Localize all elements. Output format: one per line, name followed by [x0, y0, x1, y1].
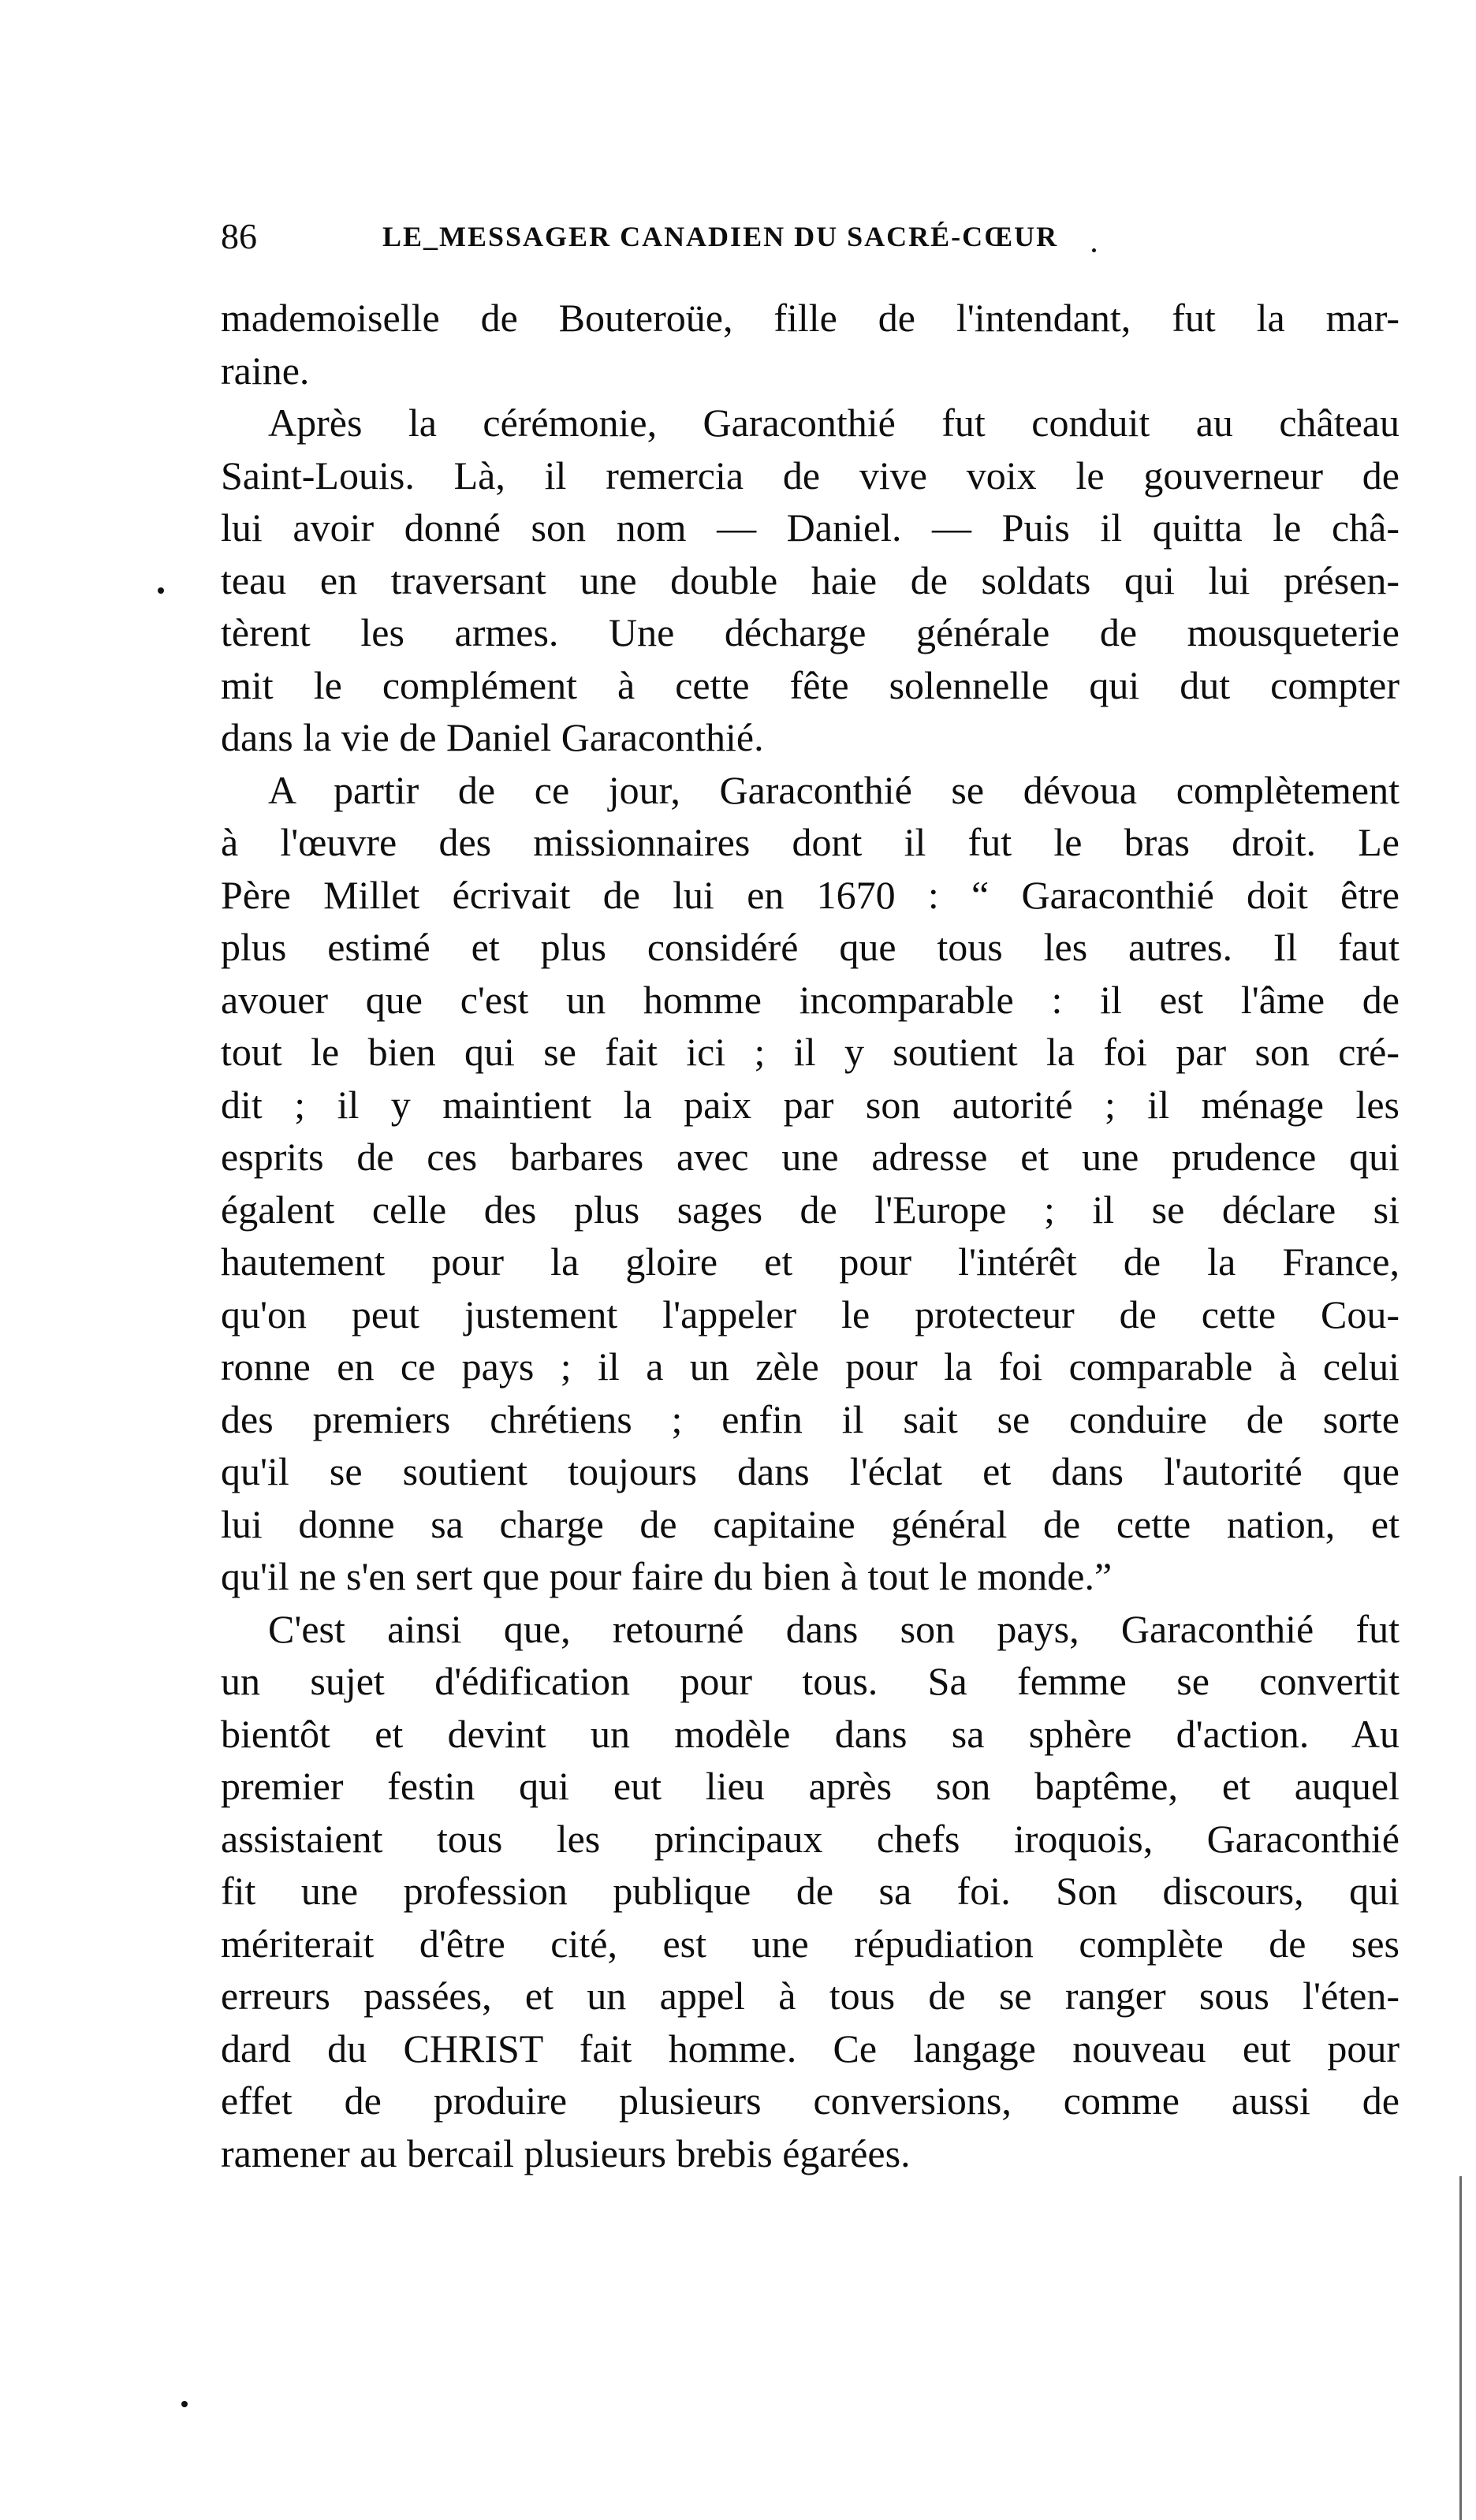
text-line: C'est ainsi que, retourné dans son pays, Garaconthié fut: [268, 1606, 1400, 1651]
text-line: Père Millet écrivait de lui en 1670 : “ Garaconthié doit être: [221, 872, 1400, 917]
text-line: dans la vie de Daniel Garaconthié.: [221, 715, 764, 759]
text-line: un sujet d'édification pour tous. Sa femme se convertit: [221, 1659, 1400, 1703]
text-line: dit ; il y maintient la paix par son autorité ; il ménage les: [221, 1082, 1400, 1127]
text-line: assistaient tous les principaux chefs iroquois, Garaconthié: [221, 1816, 1400, 1861]
text-line: bientôt et devint un modèle dans sa sphère d'action. Au: [221, 1711, 1400, 1756]
text-line: des premiers chrétiens ; enfin il sait se conduire de sorte: [221, 1396, 1400, 1441]
text-line: qu'il se soutient toujours dans l'éclat et dans l'autorité que: [221, 1449, 1400, 1493]
text-line: plus estimé et plus considéré que tous les autres. Il faut: [221, 925, 1400, 969]
text-line: raine.: [221, 348, 310, 393]
text-line: lui avoir donné son nom — Daniel. — Puis il quitta le châ-: [221, 505, 1400, 550]
text-line: égalent celle des plus sages de l'Europe ; il se déclare si: [221, 1187, 1400, 1232]
text-line: ronne en ce pays ; il a un zèle pour la foi comparable à celui: [221, 1344, 1400, 1389]
text-line: effet de produire plusieurs conversions, comme aussi de: [221, 2078, 1400, 2123]
scan-speck: [158, 587, 164, 594]
text-line: dard du CHRIST fait homme. Ce langage nouveau eut pour: [221, 2026, 1400, 2071]
text-line: Saint-Louis. Là, il remercia de vive voix le gouverneur de: [221, 453, 1400, 498]
text-line: Après la cérémonie, Garaconthié fut conduit au château: [268, 401, 1400, 445]
scan-speck: [181, 2401, 188, 2407]
text-line: qu'on peut justement l'appeler le protecteur de cette Cou-: [221, 1292, 1400, 1336]
text-line: tout le bien qui se fait ici ; il y soutient la foi par son cré-: [221, 1030, 1400, 1074]
paragraph: [221, 292, 1400, 397]
paragraph: [221, 764, 1400, 1603]
text-line: esprits de ces barbares avec une adresse et une prudence qui: [221, 1135, 1400, 1179]
text-line: premier festin qui eut lieu après son baptême, et auquel: [221, 1764, 1400, 1808]
text-line: hautement pour la gloire et pour l'intérêt de la France,: [221, 1239, 1400, 1284]
page-header: [221, 209, 1396, 264]
text-line: lui donne sa charge de capitaine général de cette nation, et: [221, 1501, 1400, 1546]
text-line: qu'il ne s'en sert que pour faire du bien à tout le monde.”: [221, 1554, 1113, 1598]
text-line: ramener au bercail plusieurs brebis égarées.: [221, 2130, 911, 2175]
text-line: tèrent les armes. Une décharge générale de mousqueterie: [221, 610, 1400, 654]
text-line: mademoiselle de Bouteroüe, fille de l'intendant, fut la mar-: [221, 296, 1400, 340]
body-text: [221, 292, 1400, 2179]
running-title: LE_MESSAGER CANADIEN DU SACRÉ-CŒUR: [382, 221, 1059, 252]
text-line: erreurs passées, et un appel à tous de se ranger sous l'éten-: [221, 1974, 1400, 2018]
text-line: mit le complément à cette fête solennelle qui dut compter: [221, 662, 1400, 707]
text-line: avouer que c'est un homme incomparable : il est l'âme de: [221, 977, 1400, 1022]
text-line: à l'œuvre des missionnaires dont il fut le bras droit. Le: [221, 820, 1400, 864]
text-line: teau en traversant une double haie de soldats qui lui présen-: [221, 557, 1400, 602]
scan-speck: [1092, 248, 1096, 252]
text-line: A partir de ce jour, Garaconthié se dévoua complètement: [268, 767, 1400, 812]
paragraph: [221, 397, 1400, 764]
text-line: fit une profession publique de sa foi. Son discours, qui: [221, 1869, 1400, 1913]
text-line: mériterait d'être cité, est une répudiation complète de ses: [221, 1921, 1400, 1966]
scan-edge-line: [1459, 2176, 1462, 2520]
paragraph: [221, 1603, 1400, 2180]
page-number: 86: [221, 216, 257, 256]
